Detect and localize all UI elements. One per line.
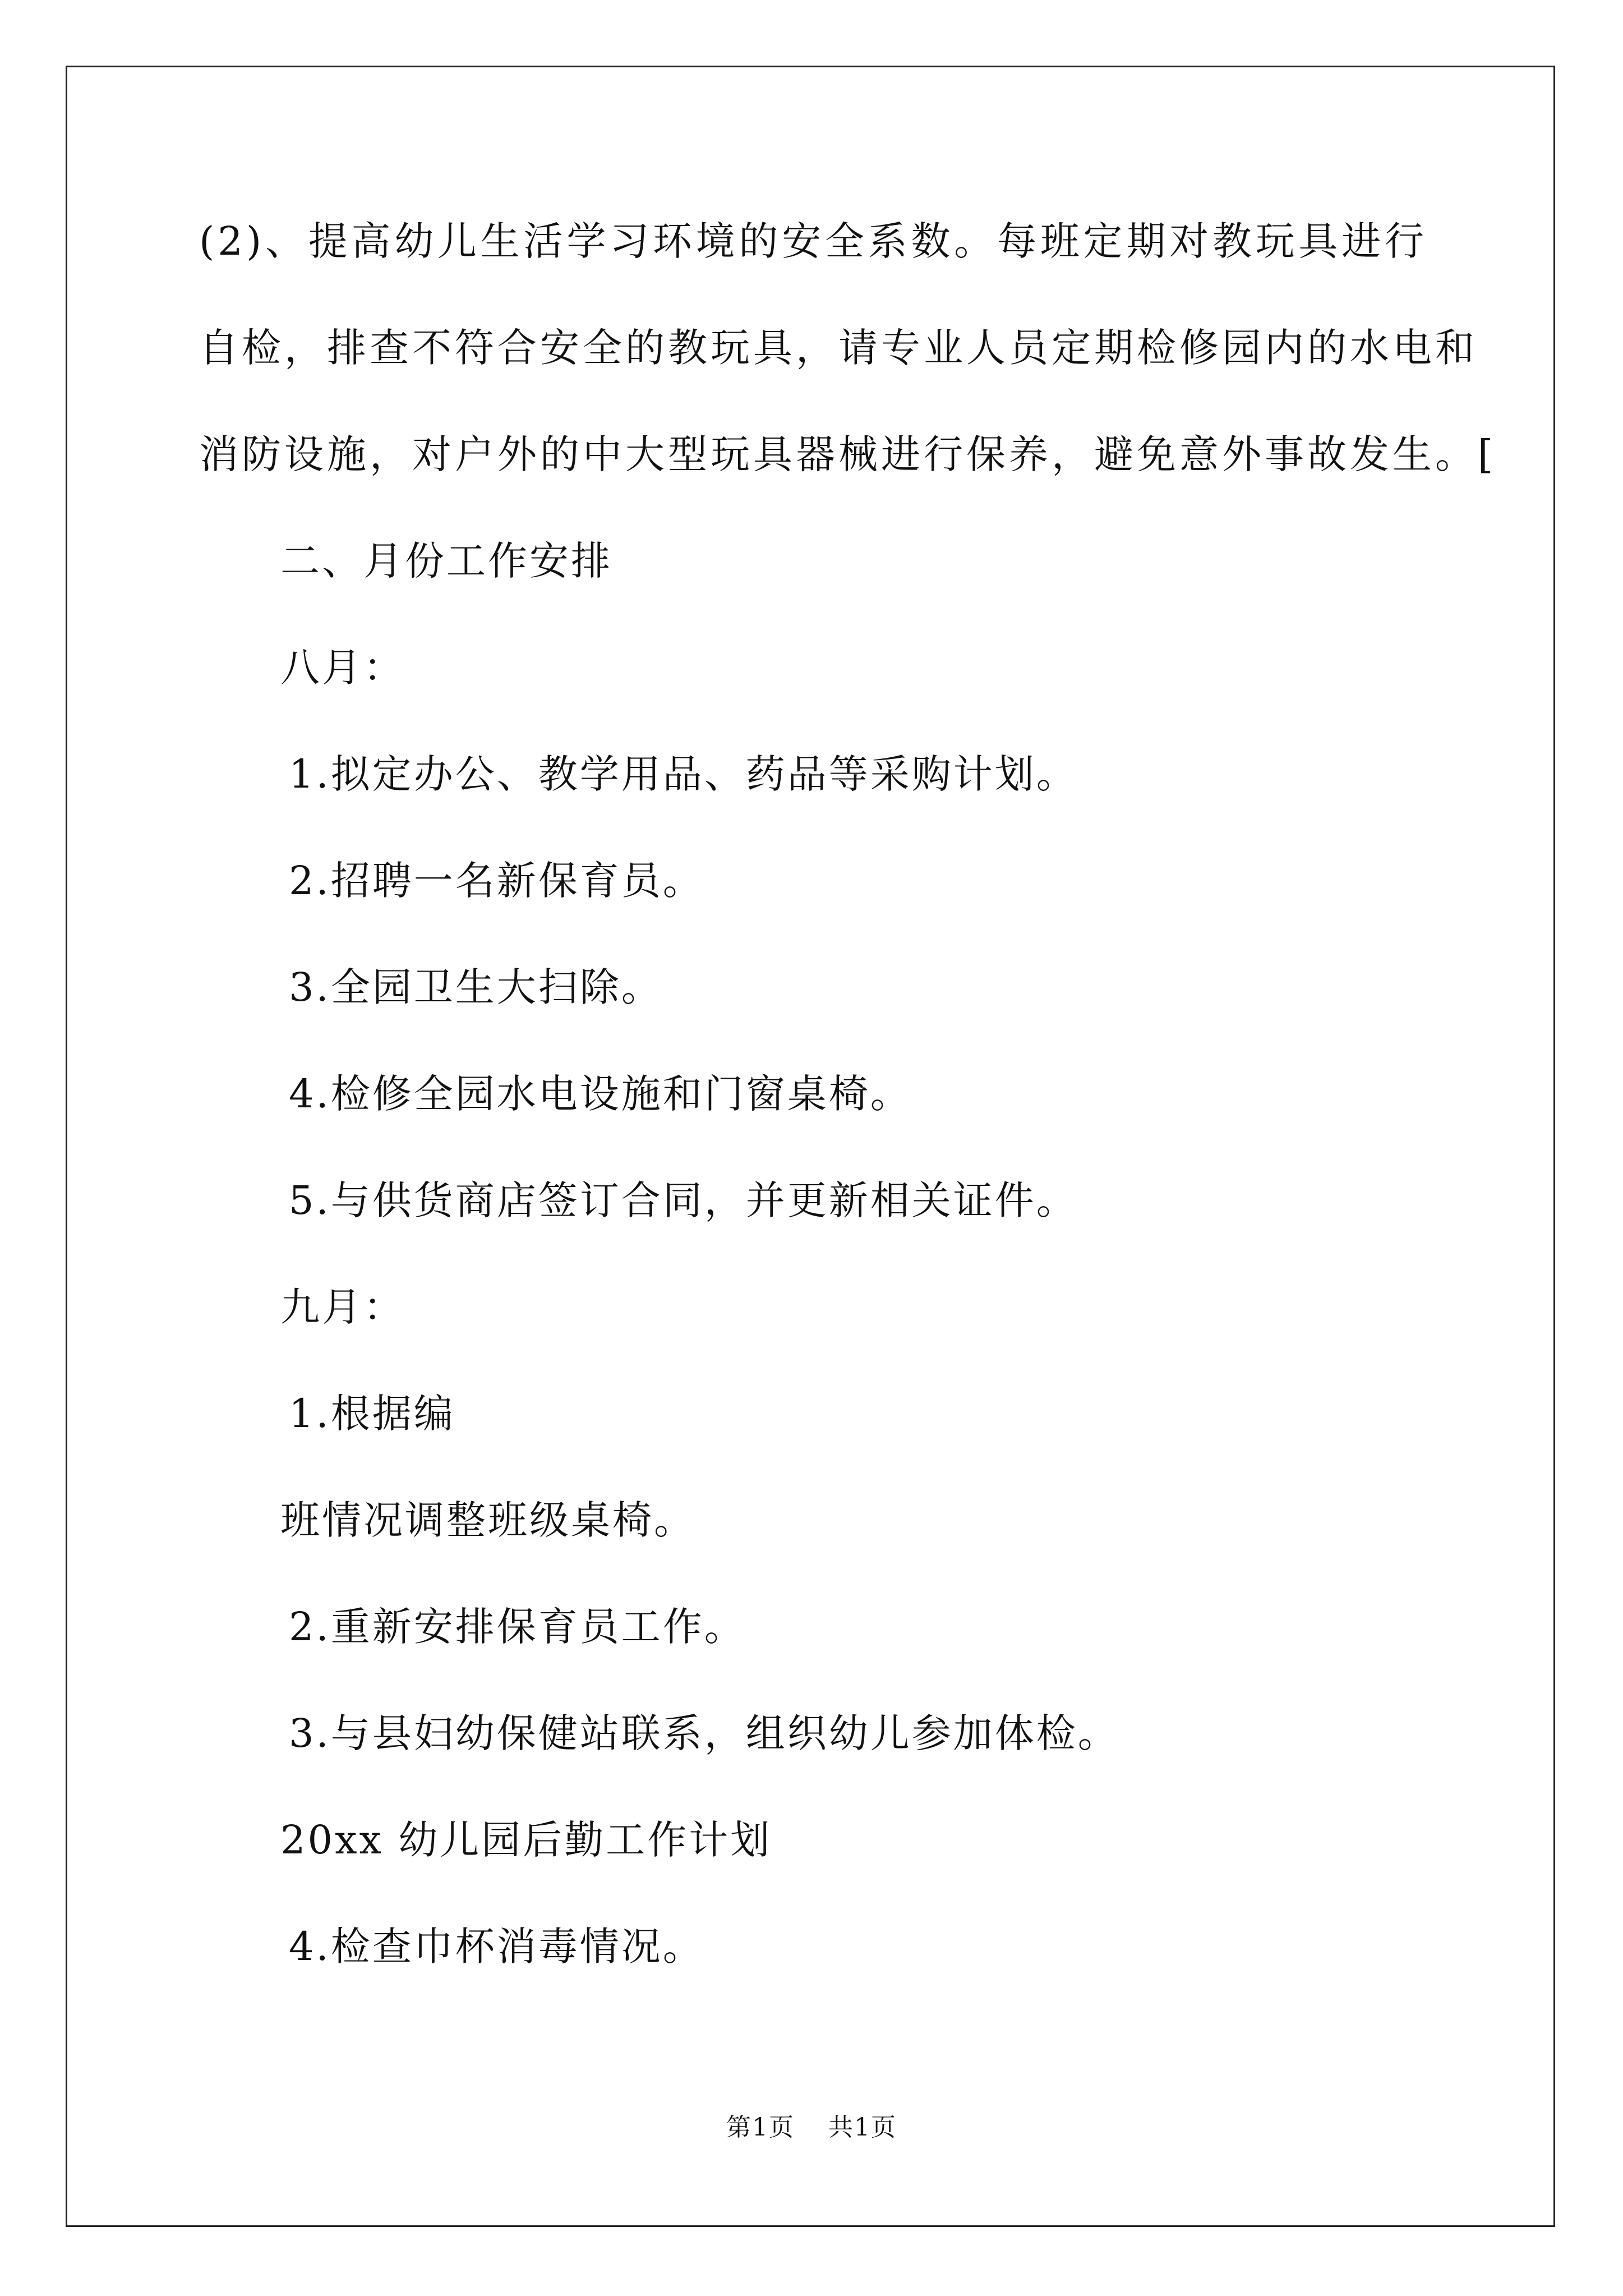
list-item: 3.全园卫生大扫除。	[289, 964, 663, 1010]
list-item: 4.检查巾杯消毒情况。	[289, 1924, 704, 1970]
list-item: 2.招聘一名新保育员。	[289, 858, 704, 904]
list-item: 3.与县妇幼保健站联系，组织幼儿参加体检。	[289, 1710, 1119, 1756]
month-heading-august: 八月：	[280, 645, 405, 691]
section-heading: 二、月份工作安排	[280, 538, 612, 584]
list-item: 4.检修全园水电设施和门窗桌椅。	[289, 1071, 912, 1117]
page-number-total: 共1页	[828, 2113, 897, 2142]
list-item: 1.拟定办公、教学用品、药品等采购计划。	[289, 751, 1078, 797]
list-item: 2.重新安排保育员工作。	[289, 1604, 746, 1650]
paragraph-line-3: 消防设施，对户外的中大型玩具器械进行保养，避免意外事故发生。[	[199, 431, 1497, 477]
page-border	[66, 66, 1555, 2227]
month-heading-september: 九月：	[280, 1284, 405, 1330]
list-item: 1.根据编	[289, 1391, 455, 1437]
paragraph-line-2: 自检，排查不符合安全的教玩具，请专业人员定期检修园内的水电和	[199, 325, 1478, 371]
list-item: 5.与供货商店签订合同，并更新相关证件。	[289, 1177, 1078, 1223]
page-number-current: 第1页	[726, 2113, 795, 2142]
paragraph-line-1: (2)、提高幼儿生活学习环境的安全系数。每班定期对教玩具进行	[199, 218, 1427, 264]
document-title-line: 20xx 幼儿园后勤工作计划	[280, 1817, 772, 1863]
list-item-continuation: 班情况调整班级桌椅。	[280, 1497, 695, 1543]
page-footer	[0, 2111, 1623, 2145]
